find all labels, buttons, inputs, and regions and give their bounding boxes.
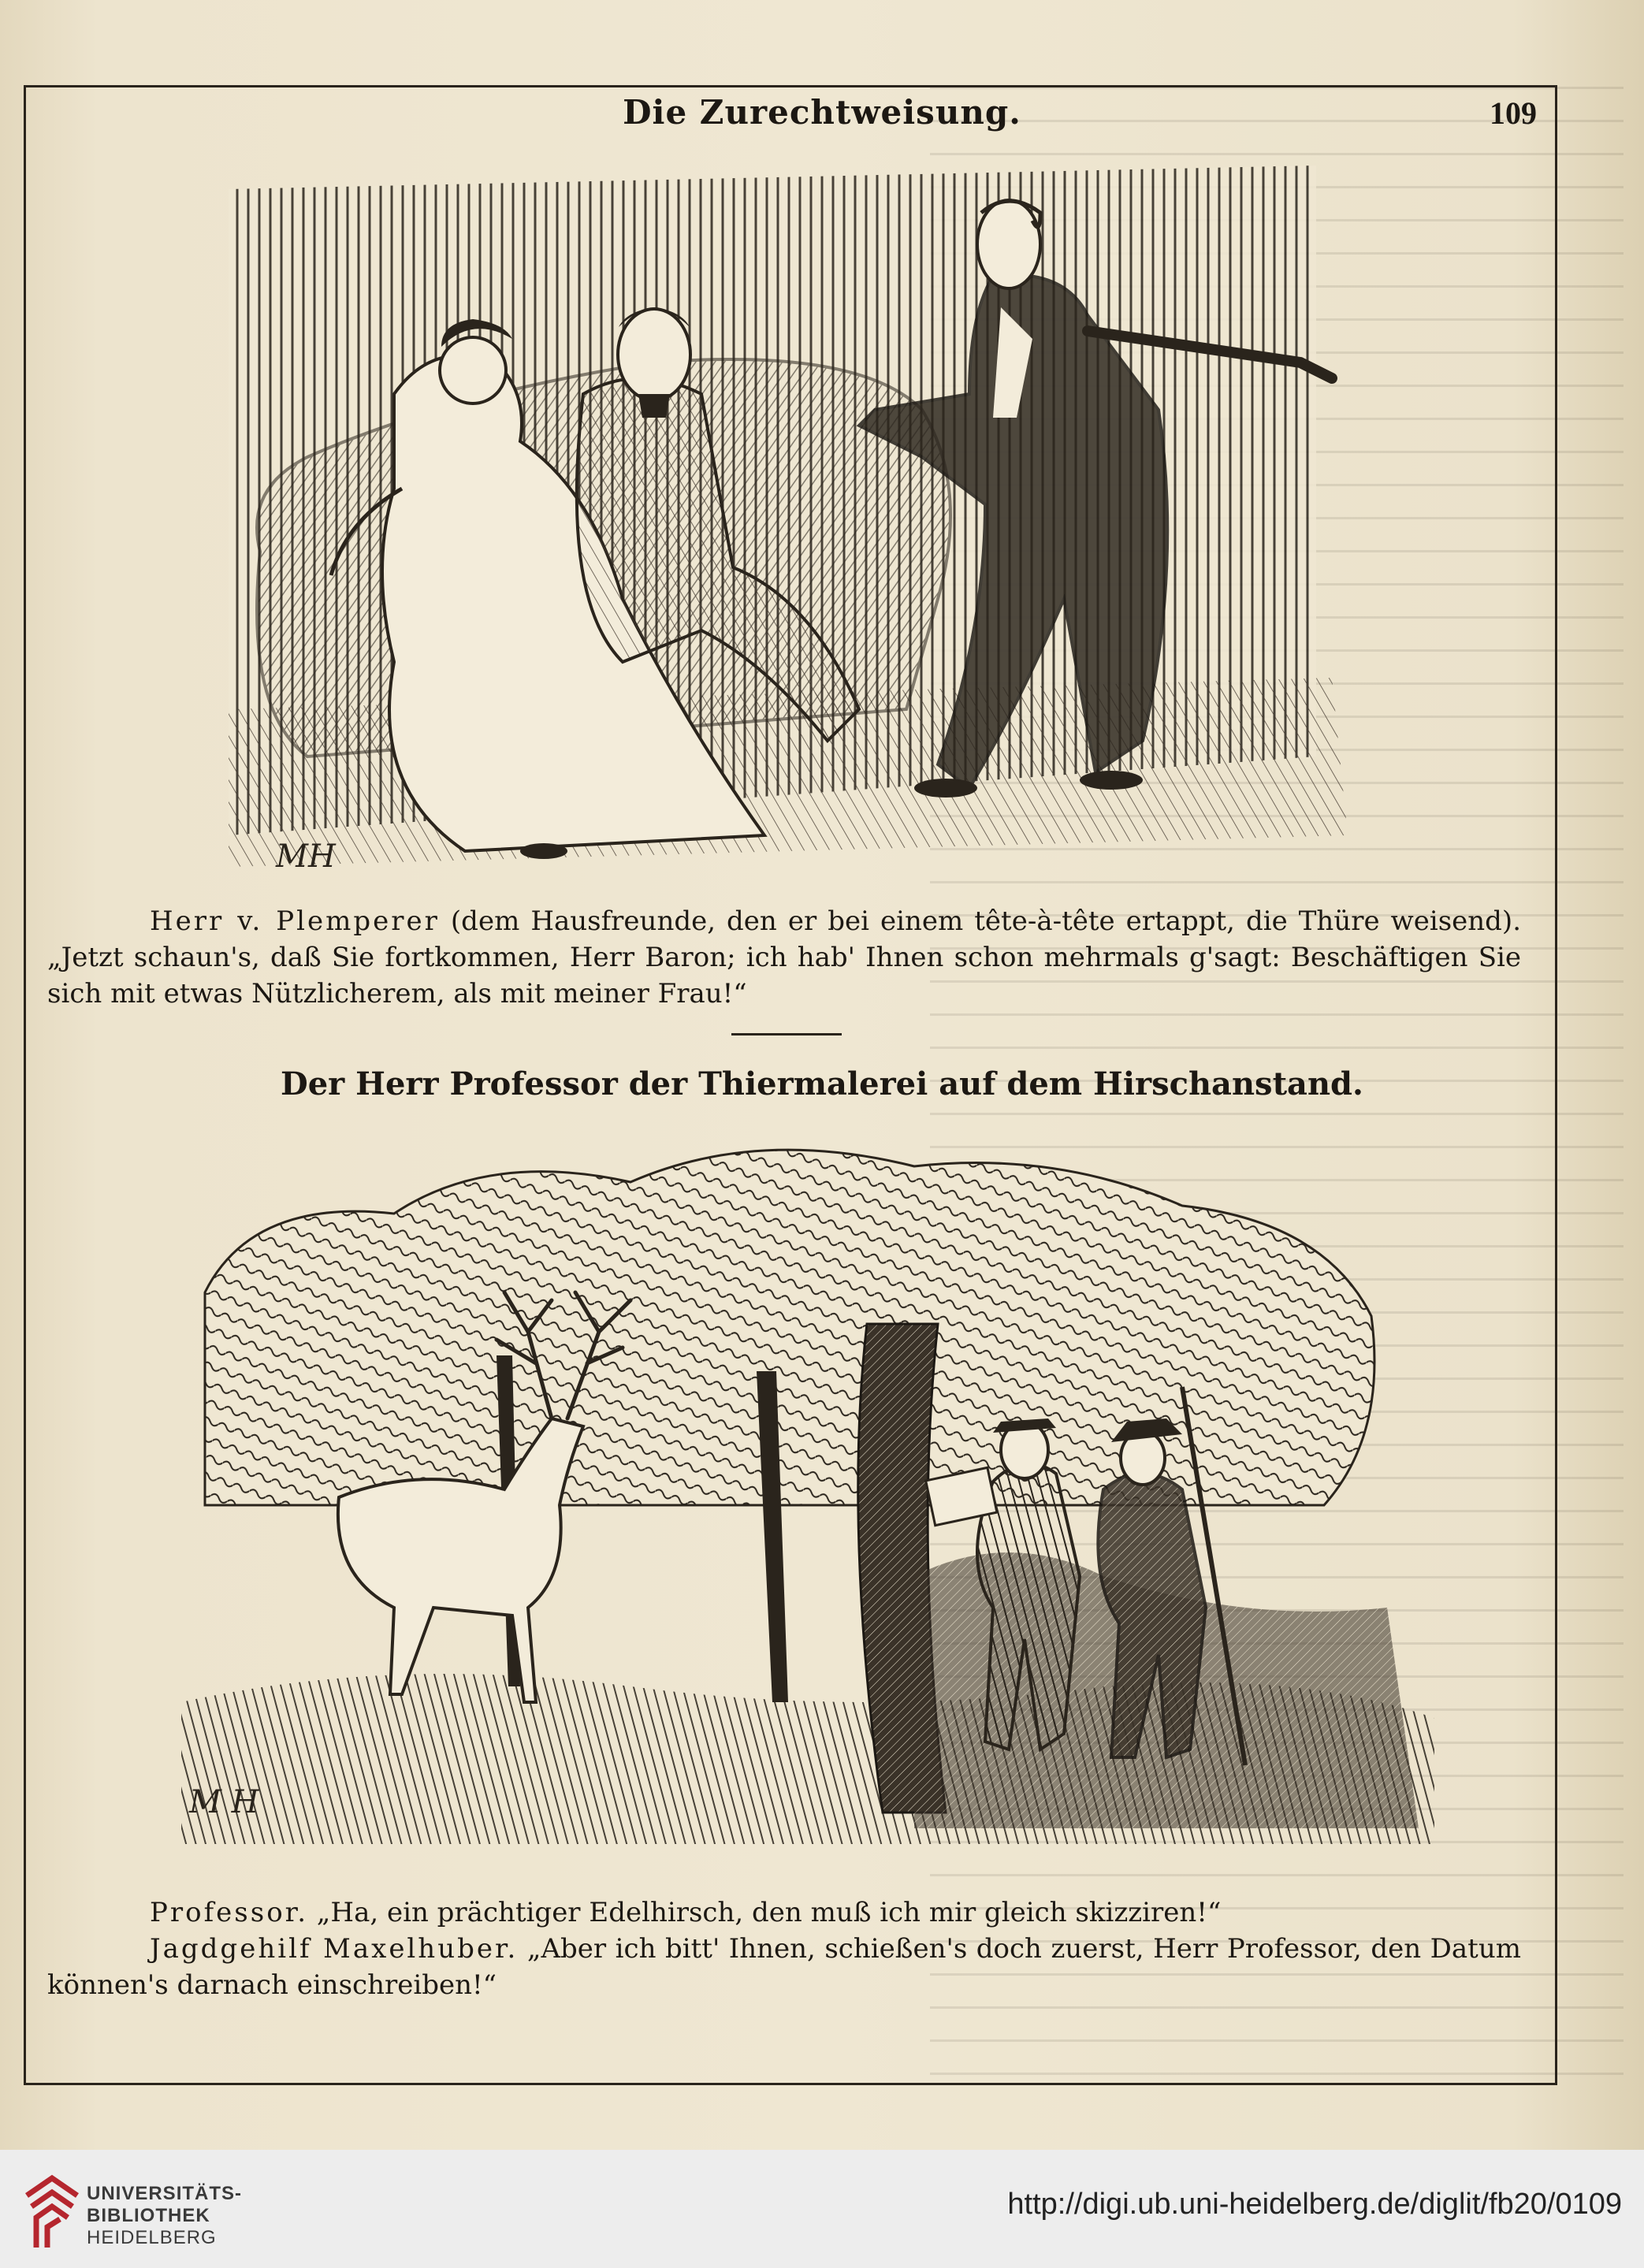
library-name-line1: UNIVERSITÄTS- xyxy=(87,2183,243,2204)
illustration-signature-top: MH xyxy=(276,838,336,875)
library-name xyxy=(87,2183,242,2249)
caption-reprimand xyxy=(47,903,1521,1012)
page-title: Die Zurechtweisung. xyxy=(623,93,1021,132)
permalink-url[interactable]: http://digi.ub.uni-heidelberg.de/diglit/fb20/0109 xyxy=(1007,2188,1622,2221)
caption-text-hunter: „Aber ich bitt' Ihnen, schießen's doch zuerst, Herr Professor, den Datum können's darnach einschreiben!“ xyxy=(47,1933,1521,2001)
library-name-line3: HEIDELBERG xyxy=(87,2227,217,2248)
caption-speaker-hunter: Jagdgehilf Maxelhuber. xyxy=(150,1933,519,1965)
illustration-reprimand xyxy=(213,158,1387,883)
section-heading: Der Herr Professor der Thiermalerei auf dem Hirschanstand. xyxy=(281,1065,1363,1102)
illustration-signature-bottom: M H xyxy=(189,1784,259,1820)
library-footer xyxy=(0,2150,1644,2268)
library-name-line2: BIBLIOTHEK xyxy=(87,2205,210,2226)
section-divider xyxy=(731,1033,842,1035)
page-number: 109 xyxy=(1490,95,1537,131)
illustration-stag-hunt xyxy=(158,1135,1450,1860)
university-library-logo-icon xyxy=(20,2172,82,2254)
caption-speaker-professor: Professor. xyxy=(150,1897,308,1928)
caption-text-professor: „Ha, ein prächtiger Edelhirsch, den muß ich mir gleich skizziren!“ xyxy=(308,1897,1222,1928)
caption-text: (dem Hausfreunde, den er bei einem tête-à-tête ertappt, die Thüre weisend). „Jetzt schaun's, daß Sie fortkommen, Herr Baron; ich hab' Ihnen schon mehrmals g'sagt: Beschäftigen Sie sich mit etwas Nützlicherem, als mit meiner Frau!“ xyxy=(47,905,1521,1009)
caption-stag-hunt xyxy=(47,1894,1521,2003)
caption-speaker: Herr v. Plemperer xyxy=(150,905,440,937)
